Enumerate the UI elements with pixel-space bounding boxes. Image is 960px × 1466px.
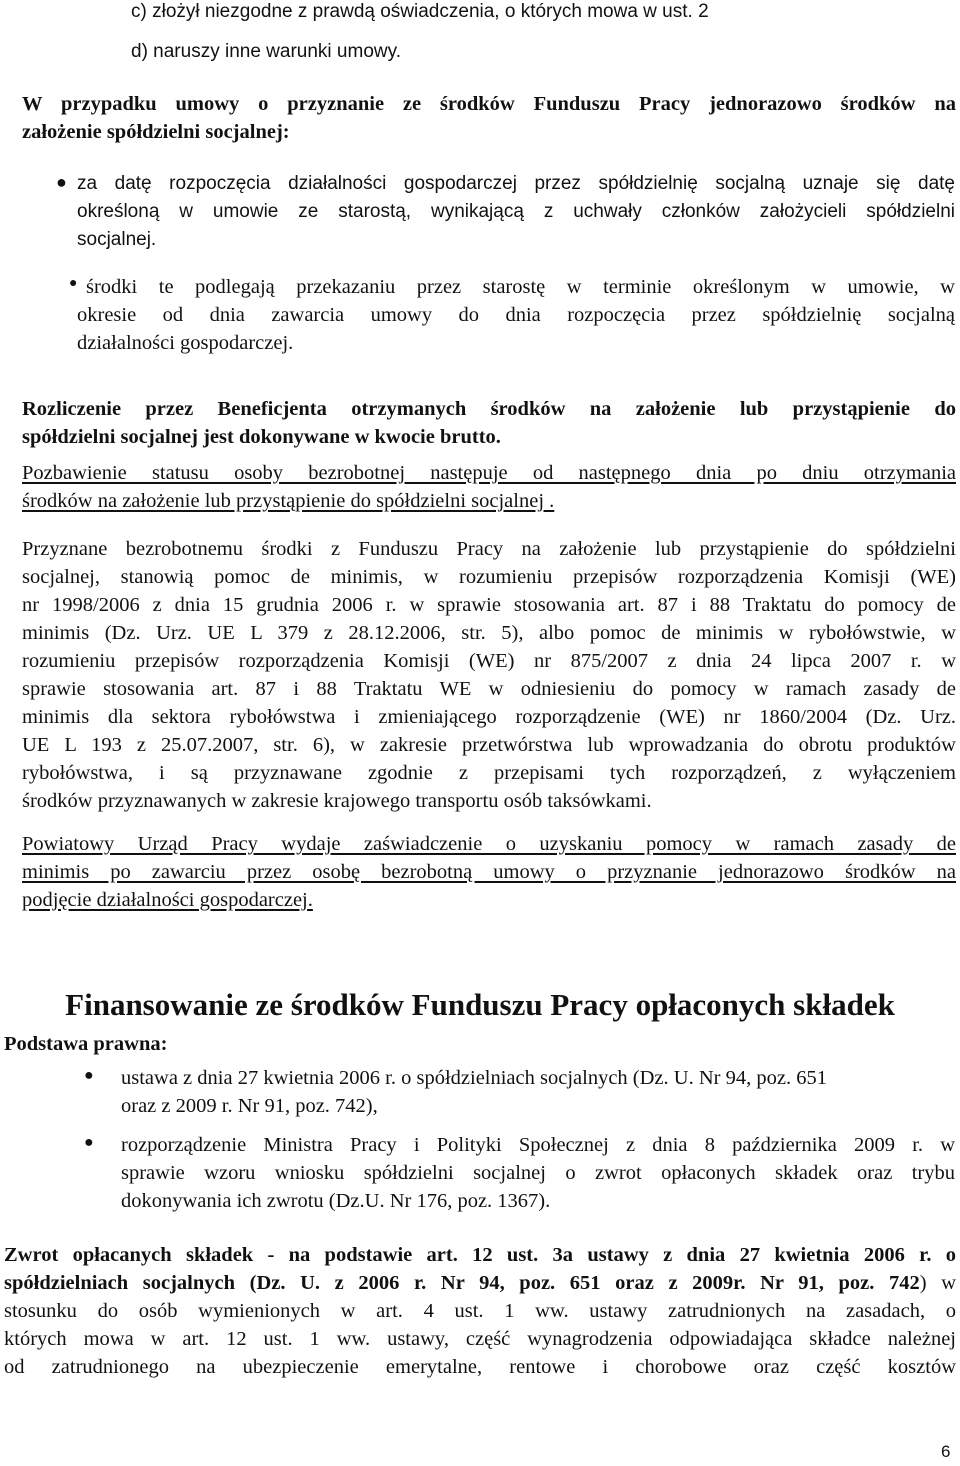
de-minimis-line: minimis dla sektora rybołówstwa i zmieniającego rozporządzenie (WE) nr 1860/2004 (Dz. Urz. <box>22 706 956 728</box>
legal-basis-line: sprawie wzoru wniosku spółdzielni socjalnej o zwrot opłaconych składek oraz trybu <box>121 1162 955 1184</box>
bullet-paragraph-transfer <box>77 273 955 357</box>
settlement-line: Rozliczenie przez Beneficjenta otrzymanych środków na założenie lub przystąpienie do <box>22 398 956 420</box>
certificate-line: Powiatowy Urząd Pracy wydaje zaświadczenie o uzyskaniu pomocy w ramach zasady de <box>22 833 956 855</box>
deprivation-line: Pozbawienie statusu osoby bezrobotnej następuje od następnego dnia po dniu otrzymania <box>22 462 956 484</box>
list-item-d: d) naruszy inne warunki umowy. <box>131 41 401 62</box>
legal-basis-line: ustawa z dnia 27 kwietnia 2006 r. o spółdzielniach socjalnych (Dz. U. Nr 94, poz. 651 <box>121 1067 827 1089</box>
refund-paragraph <box>4 1241 956 1381</box>
intro-paragraph <box>22 90 956 146</box>
certificate-paragraph <box>22 830 956 914</box>
certificate-line: podjęcie działalności gospodarczej. <box>22 889 313 911</box>
refund-line: których mowa w art. 12 ust. 1 ww. ustawy, część wynagrodzenia odpowiadająca składce należnej <box>4 1328 956 1350</box>
refund-line <box>4 1269 956 1297</box>
bullet-icon: ● <box>69 276 78 291</box>
refund-line: Zwrot opłacanych składek - na podstawie art. 12 ust. 3a ustawy z dnia 27 kwietnia 2006 r. o <box>4 1244 956 1266</box>
de-minimis-line: rybołówstwa, i są przyznawane zgodnie z przepisami tych rozporządzeń, z wyłączeniem <box>22 762 956 784</box>
de-minimis-line: sprawie stosowania art. 87 i 88 Traktatu WE w odniesieniu do pomocy w ramach zasady de <box>22 678 956 700</box>
bullet-line: środki te podlegają przekazaniu przez starostę w terminie określonym w umowie, w <box>86 276 955 298</box>
settlement-line: spółdzielni socjalnej jest dokonywane w kwocie brutto. <box>22 426 501 448</box>
de-minimis-line: socjalnej, stanowią pomoc de minimis, w rozumieniu przepisów rozporządzenia Komisji (WE) <box>22 566 956 588</box>
de-minimis-line: rozumieniu przepisów rozporządzenia Komisji (WE) nr 875/2007 z dnia 24 lipca 2007 r. w <box>22 650 956 672</box>
section-title: Finansowanie ze środków Funduszu Pracy opłaconych składek <box>65 987 895 1022</box>
bullet-paragraph-start-date <box>77 170 955 254</box>
refund-line-bold: spółdzielniach socjalnych (Dz. U. z 2006 r. Nr 94, poz. 651 oraz z 2009r. Nr 91, poz. 742 <box>4 1272 920 1294</box>
refund-line: stosunku do osób wymienionych w art. 4 ust. 1 ww. ustawy zatrudnionych na zasadach, o <box>4 1300 956 1322</box>
legal-basis-label: Podstawa prawna: <box>4 1033 168 1055</box>
deprivation-paragraph <box>22 459 956 515</box>
refund-line: od zatrudnionego na ubezpieczenie emerytalne, rentowe i chorobowe oraz część kosztów <box>4 1356 956 1378</box>
legal-basis-item <box>121 1064 951 1120</box>
certificate-line: minimis po zawarciu przez osobę bezrobotną umowy o przyznanie jednorazowo środków na <box>22 861 956 883</box>
refund-line-tail: ) w <box>919 1272 956 1294</box>
bullet-line: działalności gospodarczej. <box>77 332 294 354</box>
intro-line: W przypadku umowy o przyznanie ze środków Funduszu Pracy jednorazowo środków na <box>22 93 956 115</box>
legal-basis-line: dokonywania ich zwrotu (Dz.U. Nr 176, poz. 1367). <box>121 1190 551 1212</box>
de-minimis-line: środków przyznawanych w zakresie krajowego transportu osób taksówkami. <box>22 790 652 812</box>
de-minimis-line: Przyznane bezrobotnemu środki z Funduszu Pracy na założenie lub przystąpienie do spółdzielni <box>22 538 956 560</box>
legal-basis-line: rozporządzenie Ministra Pracy i Polityki Społecznej z dnia 8 października 2009 r. w <box>121 1134 955 1156</box>
list-item-c: c) złożył niezgodne z prawdą oświadczenia, o których mowa w ust. 2 <box>131 1 709 22</box>
deprivation-line: środków na założenie lub przystąpienie do spółdzielni socjalnej . <box>22 490 555 512</box>
page-number: 6 <box>941 1442 951 1461</box>
settlement-paragraph <box>22 395 956 451</box>
bullet-icon: ● <box>84 1134 94 1151</box>
legal-basis-item <box>121 1131 955 1215</box>
de-minimis-paragraph <box>22 535 956 815</box>
intro-line: założenie spółdzielni socjalnej: <box>22 121 290 143</box>
de-minimis-line: nr 1998/2006 z dnia 15 grudnia 2006 r. w sprawie stosowania art. 87 i 88 Traktatu do pomocy de <box>22 594 956 616</box>
bullet-line: za datę rozpoczęcia działalności gospodarczej przez spółdzielnię socjalną uznaje się datę <box>77 173 955 194</box>
bullet-line: okresie od dnia zawarcia umowy do dnia rozpoczęcia przez spółdzielnię socjalną <box>77 304 955 326</box>
de-minimis-line: minimis (Dz. Urz. UE L 379 z 28.12.2006, str. 5), albo pomoc de minimis w rybołówstwie, w <box>22 622 956 644</box>
de-minimis-line: UE L 193 z 25.07.2007, str. 6), w zakresie przetwórstwa lub wprowadzania do obrotu produktów <box>22 734 956 756</box>
bullet-icon: ● <box>56 172 67 192</box>
bullet-line: socjalnej. <box>77 229 157 250</box>
legal-basis-line: oraz z 2009 r. Nr 91, poz. 742), <box>121 1095 378 1117</box>
bullet-icon: ● <box>84 1067 94 1084</box>
bullet-line: określoną w umowie ze starostą, wynikającą z uchwały członków założycieli spółdzielni <box>77 201 955 222</box>
